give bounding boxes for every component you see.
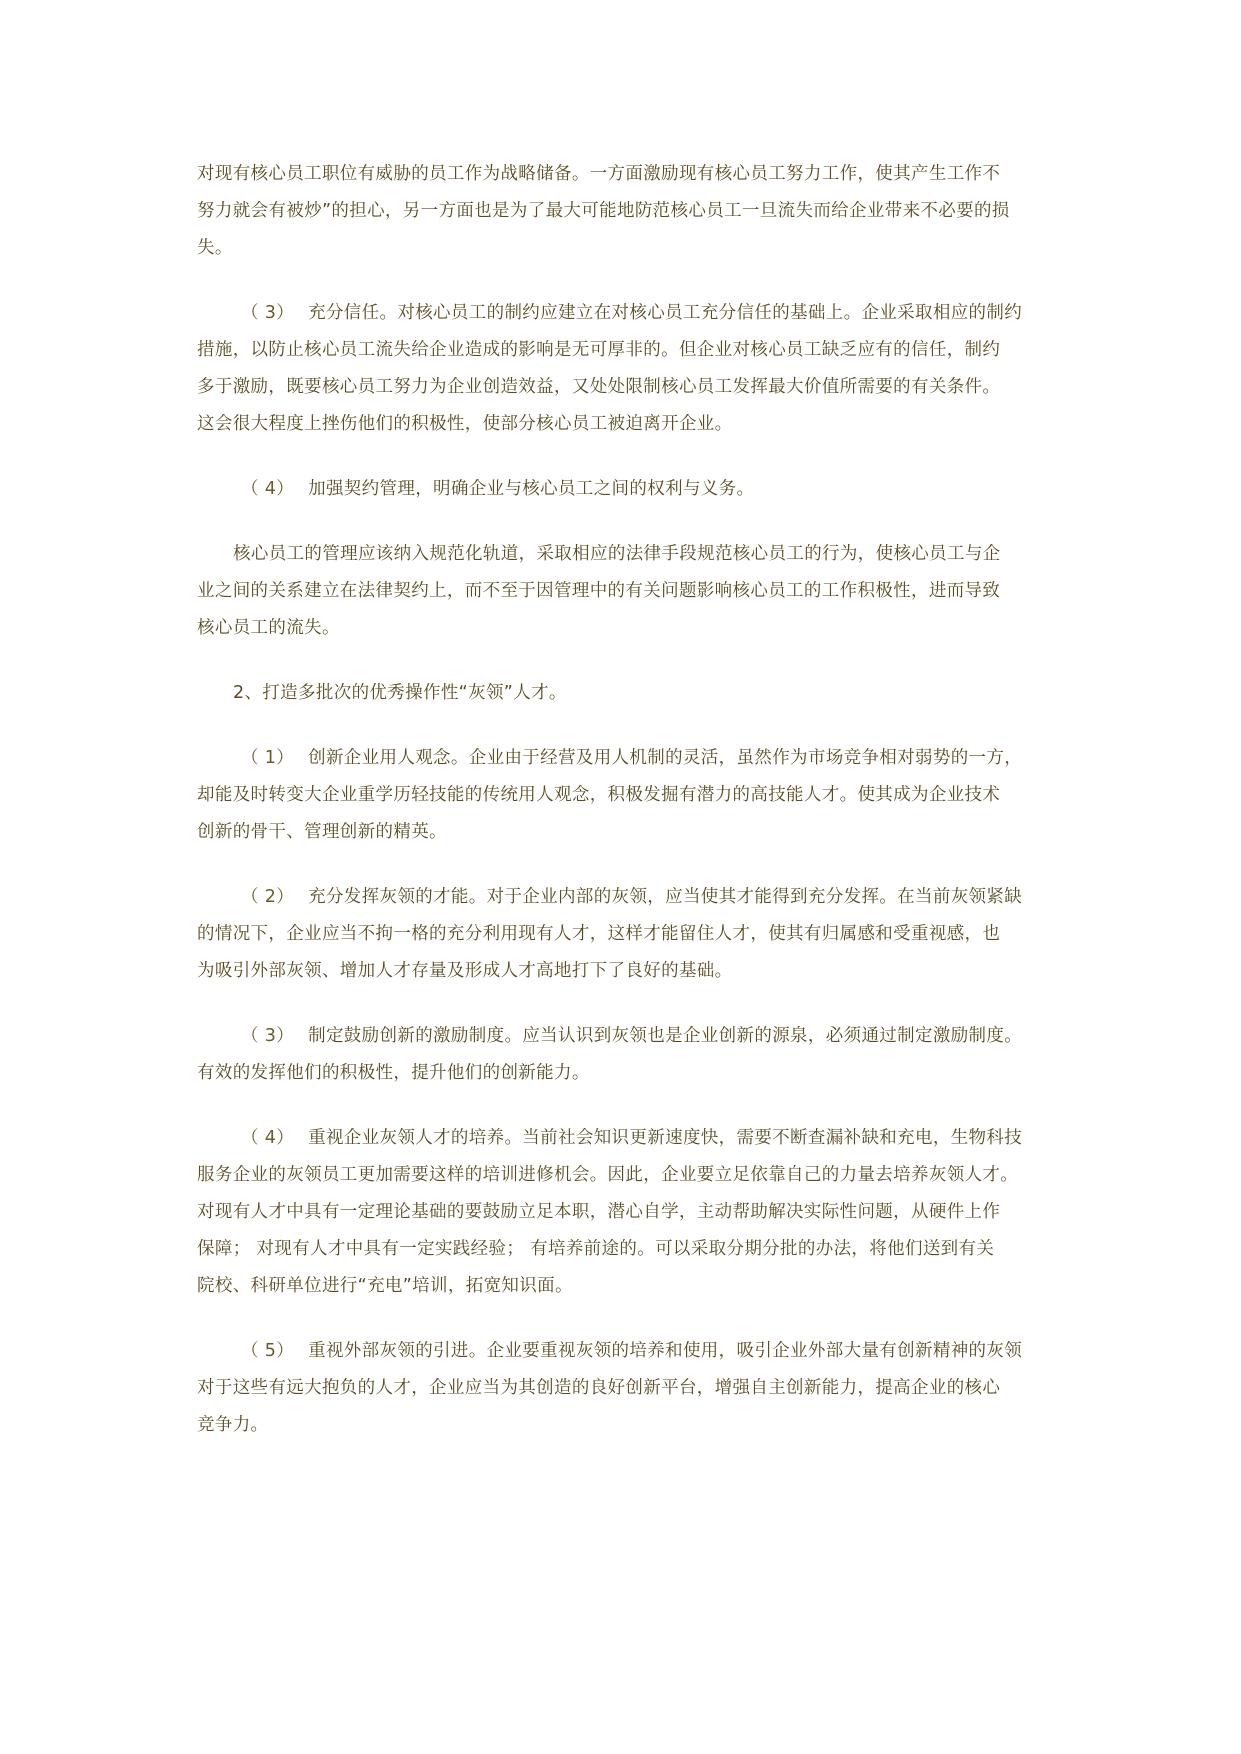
text-line-first [197, 295, 1062, 332]
text-line: 业之间的关系建立在法律契约上，而不至于因管理中的有关问题影响核心员工的工作积极性，进而导致 [197, 581, 1001, 601]
text-line: 保障； 对现有人才中具有一定实践经验； 有培养前途的。可以采取分期分批的办法，将他们送到有关 [197, 1239, 995, 1259]
text-line: 对现有核心员工职位有威胁的员工作为战略储备。一方面激励现有核心员工努力工作，使其产生工作不 [197, 164, 1001, 184]
text-line: 失。 [197, 238, 233, 258]
text-line: 努力就会有被炒”的担心，另一方面也是为了最大可能地防范核心员工一旦流失而给企业带来不必要的损 [197, 201, 1010, 221]
paragraph [197, 536, 1062, 647]
item-number: （ 3） [241, 303, 295, 323]
text-run: 充分信任。对核心员工的制约应建立在对核心员工充分信任的基础上。企业采取相应的制约 [308, 303, 1023, 323]
paragraph [197, 1120, 1062, 1305]
text-line-first [197, 1333, 1062, 1370]
item-number: （ 4） [241, 479, 295, 499]
text-line: 对现有人才中具有一定理论基础的要鼓励立足本职，潜心自学，主动帮助解决实际性问题，从硬件上作 [197, 1202, 1001, 1222]
text-run: 重视外部灰领的引进。企业要重视灰领的培养和使用，吸引企业外部大量有创新精神的灰领 [308, 1341, 1023, 1361]
text-line-first [197, 471, 1062, 508]
text-line-first [197, 879, 1062, 916]
document-page [197, 156, 1062, 1472]
text-line-first: 核心员工的管理应该纳入规范化轨道，采取相应的法律手段规范核心员工的行为，使核心员工与企 [233, 544, 1001, 564]
paragraph [197, 295, 1062, 443]
paragraph [197, 879, 1062, 990]
text-line: 多于激励，既要核心员工努力为企业创造效益，又处处限制核心员工发挥最大价值所需要的有关条件。 [197, 377, 1001, 397]
text-line: 有效的发挥他们的积极性，提升他们的创新能力。 [197, 1063, 590, 1083]
item-number: （ 1） [241, 748, 295, 768]
text-run: 充分发挥灰领的才能。对于企业内部的灰领，应当使其才能得到充分发挥。在当前灰领紧缺 [308, 887, 1023, 907]
paragraph [197, 156, 1062, 267]
text-line: 院校、科研单位进行“充电”培训，拓宽知识面。 [197, 1276, 573, 1296]
text-run: 制定鼓励创新的激励制度。应当认识到灰领也是企业创新的源泉，必须通过制定激励制度。 [308, 1026, 1023, 1046]
paragraph [197, 471, 1062, 508]
text-line: 服务企业的灰领员工更加需要这样的培训进修机会。因此，企业要立足依靠自己的力量去培养灰领人才。 [197, 1165, 1019, 1185]
paragraph [197, 1333, 1062, 1444]
text-line-first [197, 1120, 1062, 1157]
text-line: 措施，以防止核心员工流失给企业造成的影响是无可厚非的。但企业对核心员工缺乏应有的信任，制约 [197, 340, 1001, 360]
item-number: （ 2） [241, 887, 295, 907]
text-line: 竞争力。 [197, 1415, 269, 1435]
text-line: 创新的骨干、管理创新的精英。 [197, 822, 447, 842]
text-line: 这会很大程度上挫伤他们的积极性，使部分核心员工被迫离开企业。 [197, 414, 733, 434]
section-heading [197, 675, 1062, 712]
text-line-first [197, 1018, 1062, 1055]
item-number: （ 5） [241, 1341, 295, 1361]
paragraph [197, 1018, 1062, 1092]
text-line: 对于这些有远大抱负的人才，企业应当为其创造的良好创新平台，增强自主创新能力，提高企业的核心 [197, 1378, 1001, 1398]
text-line-first [197, 740, 1062, 777]
text-line: 的情况下，企业应当不拘一格的充分利用现有人才，这样才能留住人才，使其有归属感和受重视感，也 [197, 924, 1001, 944]
text-run: 创新企业用人观念。企业由于经营及用人机制的灵活，虽然作为市场竞争相对弱势的一方， [308, 748, 1023, 768]
text-line: 却能及时转变大企业重学历轻技能的传统用人观念，积极发掘有潜力的高技能人才。使其成为企业技术 [197, 785, 1001, 805]
item-number: （ 3） [241, 1026, 295, 1046]
item-number: （ 4） [241, 1128, 295, 1148]
text-line: 为吸引外部灰领、增加人才存量及形成人才高地打下了良好的基础。 [197, 961, 733, 981]
text-run: 加强契约管理，明确企业与核心员工之间的权利与义务。 [308, 479, 755, 499]
paragraph [197, 740, 1062, 851]
text-line: 核心员工的流失。 [197, 618, 340, 638]
text-run: 重视企业灰领人才的培养。当前社会知识更新速度快，需要不断查漏补缺和充电，生物科技 [308, 1128, 1023, 1148]
text-line: 2、打造多批次的优秀操作性“灰领”人才。 [233, 683, 567, 703]
